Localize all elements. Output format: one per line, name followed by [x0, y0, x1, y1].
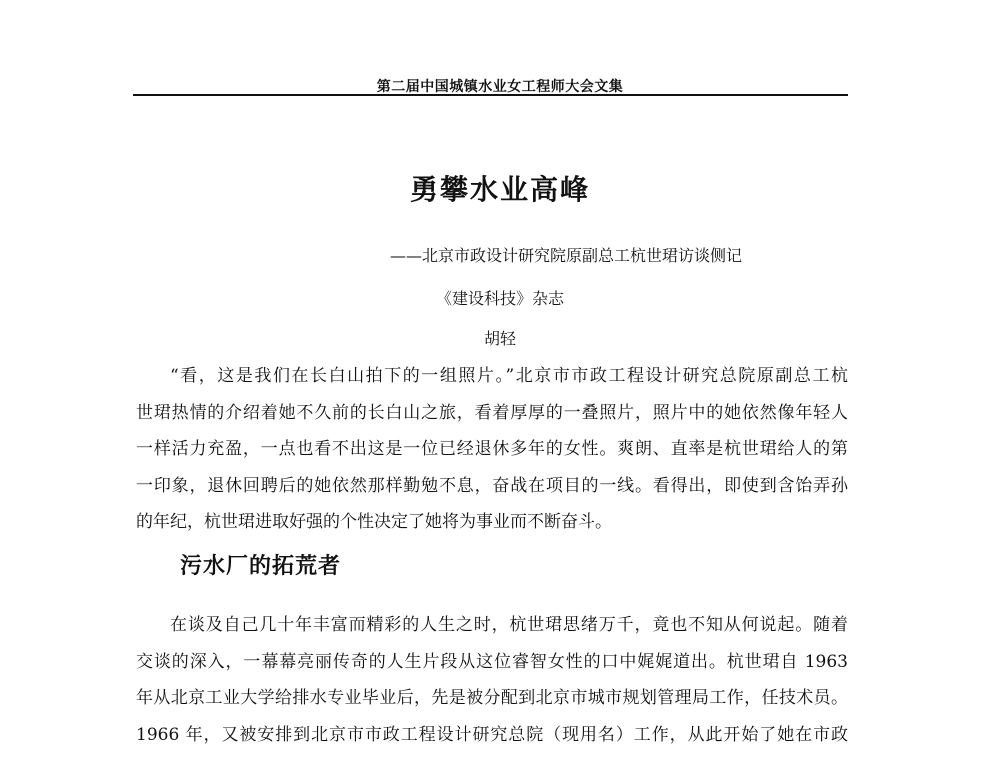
section-heading: 污水厂的拓荒者 [180, 554, 342, 579]
header-divider [133, 94, 848, 96]
author-name: 胡轻 [483, 329, 516, 348]
paragraph-line: 一印象，退休回聘后的她依然那样勤勉不息，奋战在项目的一线。看得出，即使到含饴弄孙 [136, 475, 848, 496]
intro-paragraph [136, 358, 848, 541]
paragraph-line: 交谈的深入，一幕幕亮丽传奇的人生片段从这位睿智女性的口中娓娓道出。杭世珺自 1963 [136, 651, 848, 672]
article-title: 勇攀水业高峰 [409, 173, 590, 206]
paragraph-line: 的年纪，杭世珺进取好强的个性决定了她将为事业而不断奋斗。 [136, 512, 612, 532]
running-header: 第二届中国城镇水业女工程师大会文集 [376, 79, 624, 95]
paragraph-line: 在谈及自己几十年丰富而精彩的人生之时，杭世珺思绪万千，竟也不知从何说起。随着 [170, 615, 848, 635]
paragraph-line: 1966 年，又被安排到北京市市政工程设计研究总院（现用名）工作，从此开始了她在市政 [136, 724, 848, 745]
paragraph-line: “看，这是我们在长白山拍下的一组照片。”北京市市政工程设计研究总院原副总工杭 [170, 366, 848, 386]
publication-name: 《建设科技》杂志 [435, 289, 564, 308]
paragraph-line: 年从北京工业大学给排水专业毕业后，先是被分配到北京市城市规划管理局工作，任技术员。 [136, 688, 848, 708]
article-subtitle: ——北京市政设计研究院原副总工杭世珺访谈侧记 [390, 246, 743, 265]
paragraph-line: 世珺热情的介绍着她不久前的长白山之旅，看着厚厚的一叠照片，照片中的她依然像年轻人 [136, 402, 848, 423]
section-paragraph [136, 607, 848, 753]
paragraph-line: 一样活力充盈，一点也看不出这是一位已经退休多年的女性。爽朗、直率是杭世珺给人的第 [136, 439, 848, 459]
